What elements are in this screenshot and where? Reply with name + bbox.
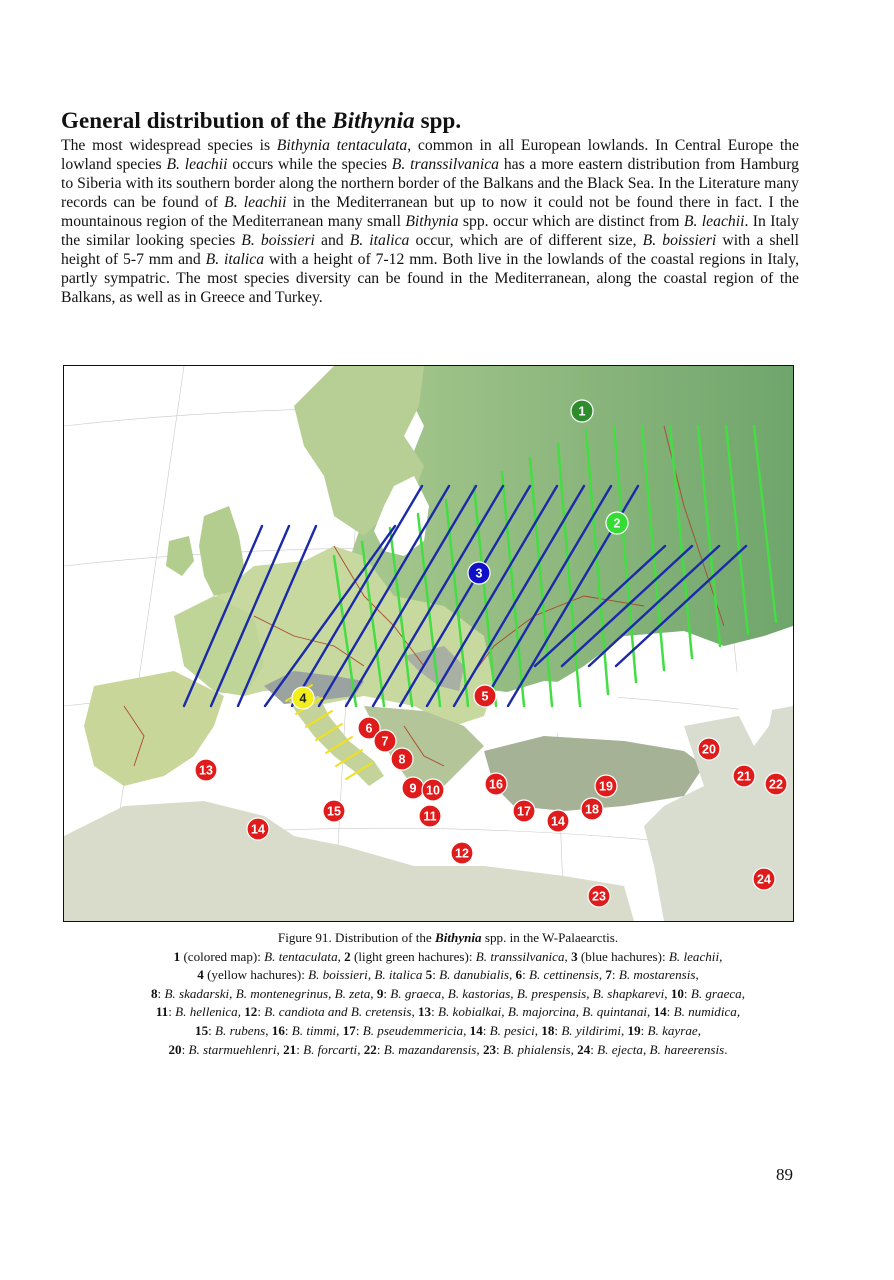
text-run: spp. occur which are distinct from [458,213,684,230]
text-run: : [522,967,529,983]
heading-genus: Bithynia [332,108,415,133]
marker-label: 7 [381,734,389,749]
text-run: B. ejecta [597,1041,643,1057]
text-run: B. leachii, [668,948,723,964]
text-run: B. boissieri [241,232,315,249]
map-marker-20 [698,738,720,760]
text-run: Figure 91. Distribution of the [277,930,436,945]
map-marker-3 [468,562,490,584]
caption-line [56,948,840,967]
text-run: has a more eastern distribution from Hamburg to Siberia with its southern border along the northern border of the Balkans and the Black Sea. In the Literature many records can be found of [61,156,800,211]
text-run: B. leachii [683,213,745,230]
text-run: B. kayrae [647,1022,698,1038]
text-run: B. zeta [334,985,371,1001]
marker-label: 13 [199,763,213,778]
text-run: 20 [168,1041,182,1057]
text-run: 17 [342,1022,356,1038]
text-run: B. graeca [690,985,742,1001]
text-run: B. cettinensis [528,967,599,983]
map-marker-4 [292,687,314,709]
text-run: B. candiota and B. cretensis [264,1004,412,1020]
text-run: : [683,985,691,1001]
text-run: : [482,1022,490,1038]
text-run: 6 [515,967,523,983]
text-run: B. italica [349,232,410,249]
map-marker-10 [422,779,444,801]
text-run: 13 [417,1004,432,1020]
map-marker-8 [391,748,413,770]
text-run: , [265,1022,272,1038]
text-run: : [383,985,391,1001]
map-marker-19 [595,775,617,797]
text-run: B. leachii [224,194,287,211]
marker-label: 5 [481,689,489,704]
text-run: , [508,967,516,983]
text-run: : [611,967,619,983]
marker-label: 14 [551,814,565,829]
marker-label: 3 [475,566,483,581]
text-run: , [598,967,606,983]
text-run: with a shell height of 5-7 mm and [61,232,799,268]
text-run: . [724,1041,728,1057]
text-run: Bithynia [405,213,459,230]
text-run: Bithynia [435,930,482,945]
text-run: : [355,1022,363,1038]
text-run: B. boissieri [308,967,368,983]
text-run: (blue hachures): [577,948,669,964]
text-run: occurs while the species [227,156,392,173]
text-run: B. quintanai [582,1004,648,1020]
map-marker-12 [451,842,473,864]
map-marker-2 [606,512,628,534]
text-run: , [570,1041,578,1057]
marker-label: 16 [489,777,503,792]
figure-caption [56,929,840,1059]
caption-line [56,985,840,1004]
text-run: , [534,1022,542,1038]
text-run: 18 [541,1022,555,1038]
text-run: 16 [271,1022,285,1038]
text-run: B. transsilvanica [475,948,565,964]
text-run: 11 [155,1004,169,1020]
distribution-map [63,365,794,922]
text-run: : [431,1004,438,1020]
text-run: , [620,1022,628,1038]
map-marker-16 [485,773,507,795]
marker-label: 20 [702,742,716,757]
text-run: B. pseudemmericia [362,1022,464,1038]
text-run: 14 [469,1022,483,1038]
text-run: , [463,1022,470,1038]
text-run: B. mostarensis, [618,967,699,983]
text-run: : [168,1004,176,1020]
text-run: 10 [670,985,684,1001]
text-run: Bithynia tentaculata [276,137,408,154]
text-run: B. rubens [215,1022,266,1038]
marker-label: 23 [592,889,606,904]
text-run: B. tentaculata [264,948,338,964]
text-run: B. boissieri [642,232,717,249]
text-run: , [336,1022,343,1038]
marker-label: 1 [578,404,586,419]
text-run: , common in all European lowlands. In Central Europe the lowland species [61,137,799,173]
text-run: B. timmi [291,1022,337,1038]
marker-label: 17 [517,804,531,819]
marker-label: 12 [455,846,469,861]
text-run: 22 [363,1041,377,1057]
map-marker-11 [419,805,441,827]
map-marker-9 [402,777,424,799]
text-run: : [284,1022,292,1038]
marker-label: 15 [327,804,341,819]
text-run: 5 [425,967,433,983]
marker-label: 21 [737,769,751,784]
caption-line [56,1022,840,1041]
text-run: : [666,1004,674,1020]
text-run: B. majorcina [507,1004,576,1020]
text-run: 4 [197,967,204,983]
map-marker-21 [733,765,755,787]
text-run: , [328,985,335,1001]
text-run: and [314,232,350,249]
text-run: , [642,1041,650,1057]
marker-label: 24 [757,872,771,887]
text-run: 15 [195,1022,209,1038]
text-run: , [664,985,671,1001]
heading-prefix: General distribution of the [61,108,333,133]
body-paragraph [61,136,799,307]
section-heading [61,108,461,134]
text-run: B. kobialkai [438,1004,502,1020]
marker-label: 10 [426,783,440,798]
text-run: B. mazandarensis [383,1041,477,1057]
text-run: B. italica [374,967,423,983]
text-run: , [586,985,593,1001]
text-run: B. danubialis [439,967,509,983]
marker-label: 6 [365,721,373,736]
marker-label: 8 [398,752,406,767]
map-marker-22 [765,773,787,795]
map-marker-7 [374,730,396,752]
text-run: (light green hachures): [350,948,476,964]
map-marker-14 [247,818,269,840]
text-run: 2 [344,948,351,964]
caption-line [56,966,840,985]
text-run: : [590,1041,598,1057]
text-run: B. phialensis [502,1041,571,1057]
text-run: The most widespread species is [61,137,277,154]
map-marker-23 [588,885,610,907]
text-run: : [376,1041,384,1057]
text-run: , [337,948,345,964]
map-marker-5 [474,685,496,707]
heading-suffix: spp. [414,108,462,133]
text-run: B. skadarski [164,985,230,1001]
text-run: , [697,1022,701,1038]
caption-line [56,1003,840,1022]
marker-label: 19 [599,779,613,794]
text-run: , [564,948,572,964]
map-marker-13 [195,759,217,781]
caption-title [56,929,840,948]
text-run: 19 [627,1022,641,1038]
text-run: B. italica [205,251,265,268]
map-marker-24 [753,868,775,890]
text-run: , [357,1041,364,1057]
text-run: B. shapkarevi [592,985,665,1001]
text-run: occur, which are of different size, [409,232,643,249]
text-run: (colored map): [180,948,265,964]
text-run: : [554,1022,562,1038]
text-run: , [229,985,236,1001]
text-run: B. montenegrinus [235,985,329,1001]
text-run: B. numidica, [673,1004,741,1020]
text-run: B. hareerensis [649,1041,725,1057]
text-run: : [296,1041,304,1057]
text-run: , [411,1004,418,1020]
map-marker-14 [547,810,569,832]
marker-label: 14 [251,822,265,837]
text-run: 14 [653,1004,667,1020]
text-run: 23 [482,1041,497,1057]
text-run: B. forcarti [303,1041,358,1057]
text-run: 8 [150,985,158,1001]
text-run: 3 [571,948,578,964]
text-run: , [501,1004,508,1020]
text-run: : [496,1041,503,1057]
text-run: 9 [376,985,384,1001]
map-marker-17 [513,800,535,822]
text-run: : [181,1041,189,1057]
text-run: : [640,1022,648,1038]
text-run: , [237,1004,245,1020]
marker-label: 11 [423,809,437,824]
text-run: , [741,985,746,1001]
page-number: 89 [776,1165,793,1184]
text-run: . In Italy the similar looking species [61,213,799,249]
text-run: , [575,1004,583,1020]
map-marker-18 [581,798,603,820]
text-run: with a height of 7-12 mm. Both live in the lowlands of the coastal regions in Italy, partly sympatric. The most species diversity can be found in the Mediterranean, along the coastal region of the Balkans, as well as in Greece and Turkey. [61,251,799,306]
map-marker-1 [571,400,593,422]
text-run: : [432,967,440,983]
text-run: spp. in the W-Palaearctis. [481,930,619,945]
text-run: (yellow hachures): [203,967,309,983]
text-run: , [647,1004,654,1020]
marker-label: 18 [585,802,599,817]
text-run: B. yildirimi [561,1022,621,1038]
text-run: B. leachii [166,156,228,173]
text-run: B. transsilvanica [391,156,500,173]
text-run: B. graeca, B. kastorias, B. prespensis [390,985,587,1001]
text-run: 12 [244,1004,258,1020]
caption-line [56,1041,840,1060]
text-run: in the Mediterranean but up to now it could not be found there in fact. I the mountainous region of the Mediterranean many small [61,194,799,230]
map-marker-15 [323,800,345,822]
text-run: B. starmuehlenri, [188,1041,280,1057]
marker-label: 4 [299,691,307,706]
marker-label: 9 [409,781,417,796]
text-run: : [208,1022,216,1038]
text-run: B. hellenica [175,1004,238,1020]
text-run: B. pesici [489,1022,535,1038]
text-run: : [157,985,165,1001]
text-run: 1 [173,948,181,964]
text-run: 7 [605,967,612,983]
marker-label: 22 [769,777,783,792]
text-run: : [257,1004,265,1020]
text-run: , [370,985,377,1001]
text-run: 24 [577,1041,591,1057]
text-run: , [476,1041,483,1057]
map-svg [64,366,793,921]
text-run: , [367,967,375,983]
text-run: 21 [283,1041,297,1057]
marker-label: 2 [613,516,621,531]
